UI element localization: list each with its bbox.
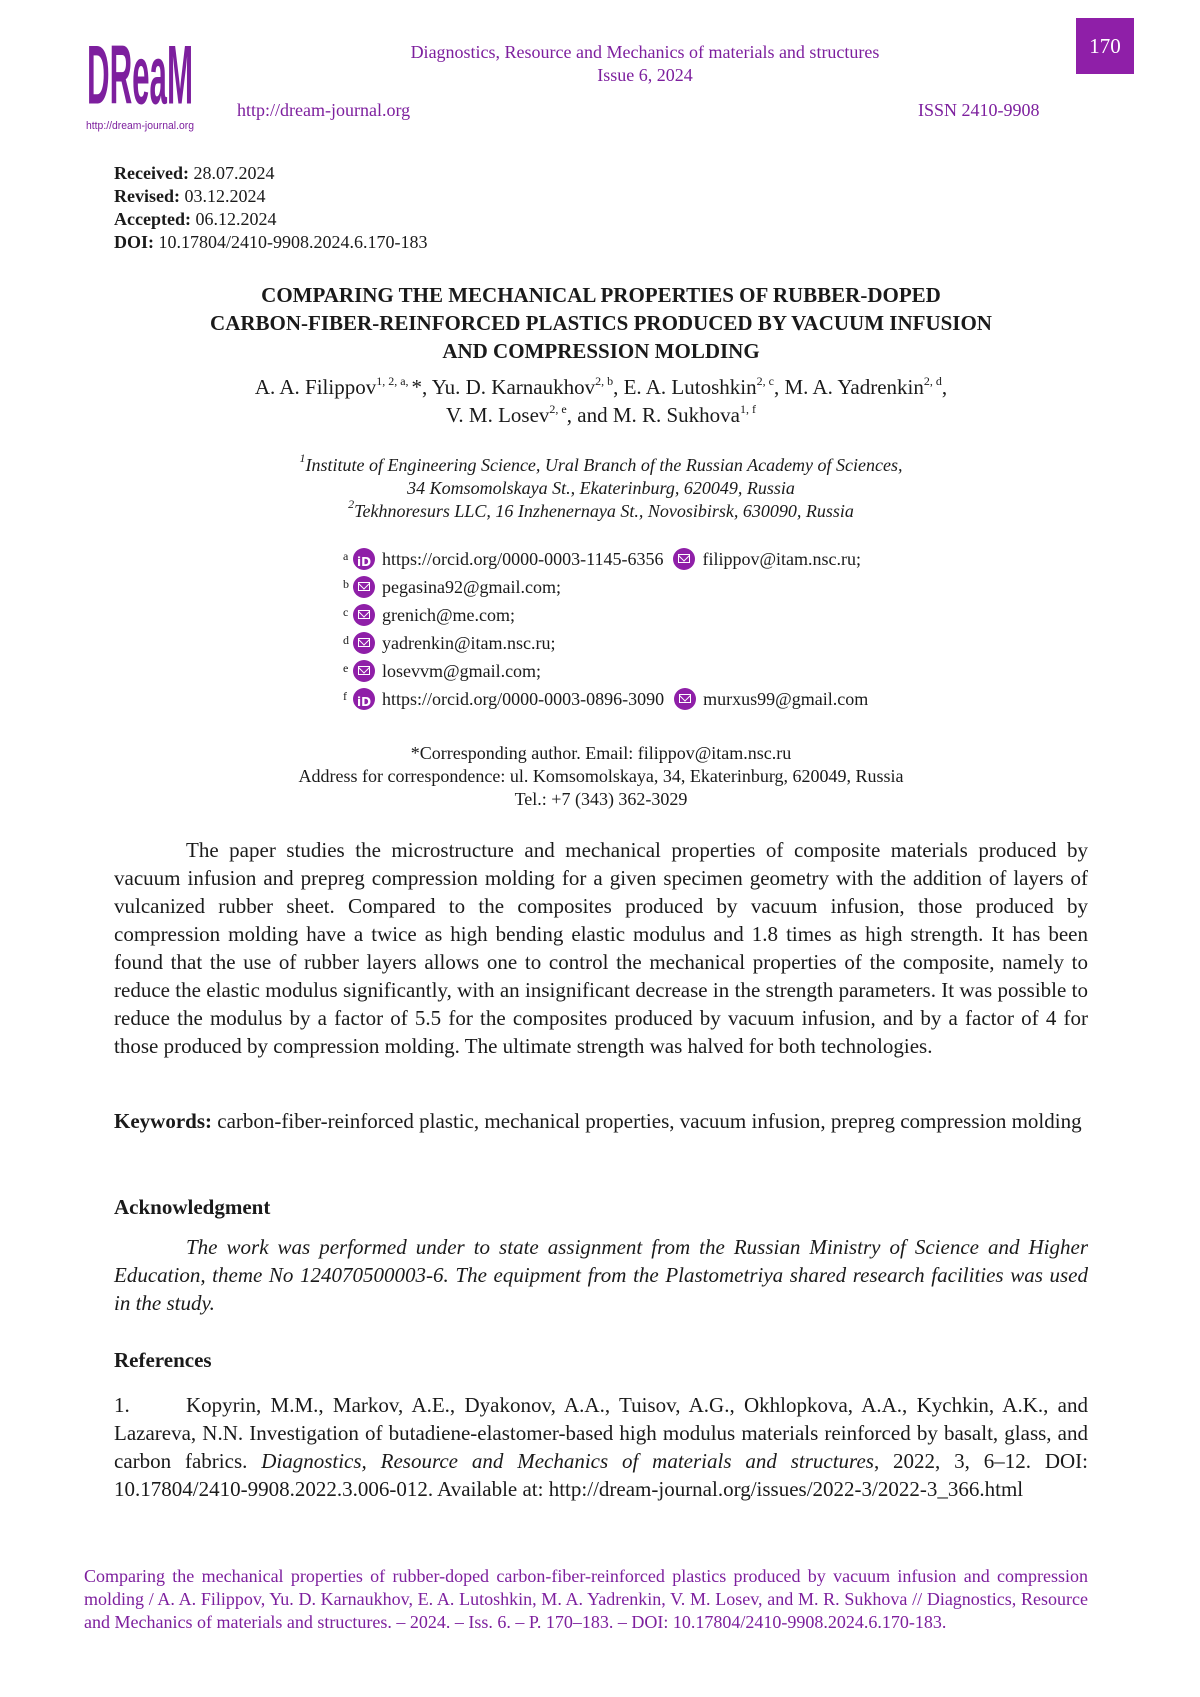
orcid-icon[interactable]: [353, 548, 375, 570]
article-dates: Received: 28.07.2024 Revised: 03.12.2024 Accepted: 06.12.2024 DOI: 10.17804/2410-9908.2024.6.170-183: [114, 163, 428, 252]
article-title: COMPARING THE MECHANICAL PROPERTIES OF RUBBER-DOPED CARBON-FIBER-REINFORCED PLASTICS PRODUCED BY VACUUM INFUSION AND COMPRESSION MOLDING: [210, 283, 992, 363]
revised-date: 03.12.2024: [184, 186, 266, 206]
email-icon[interactable]: [353, 660, 375, 682]
citation-footer: Comparing the mechanical properties of rubber-doped carbon-fiber-reinforced plastics produced by vacuum infusion and compression molding / A. A. Filippov, Yu. D. Karnaukhov, E. A. Lutoshkin, M. A. Yadrenkin, V. M. Losev, and M. R. Sukhova // Diagnostics, Resource and Mechanics of materials and structures. – 2024. – Iss. 6. – P. 170–183. – DOI: 10.17804/2410-9908.2024.6.170-183.: [84, 1566, 1088, 1632]
journal-logo[interactable]: [84, 16, 196, 134]
email-icon[interactable]: [353, 604, 375, 626]
contact-row: f iD https://orcid.org/0000-0003-0896-3090 murxus99@gmail.com: [343, 688, 868, 710]
references-heading: References: [114, 1348, 212, 1372]
email-icon[interactable]: [673, 548, 695, 570]
email-icon[interactable]: [353, 632, 375, 654]
logo-text: DReaM: [86, 27, 193, 122]
journal-name: Diagnostics, Resource and Mechanics of materials and structures: [410, 42, 880, 62]
email-link[interactable]: grenich@me.com;: [382, 605, 516, 625]
page-number-badge: 170: [1076, 18, 1134, 74]
reference-item: 1. Kopyrin, M.M., Markov, A.E., Dyakonov, A.A., Tuisov, A.G., Okhlopkova, A.A., Kychkin, A.K., and Lazareva, N.N. Investigation of butadiene-elastomer-based high modulus materials reinforced by basalt, glass, and carbon fabrics. Diagnostics, Resource and Mechanics of materials and structures, 2022, 3, 6–12. DOI: 10.17804/2410-9908.2022.3.006-012. Available at: http://dream-journal.org/issues/2022-3/2022-3_366.html: [114, 1393, 1088, 1501]
logo-url: http://dream-journal.org: [86, 120, 194, 132]
contact-row: c grenich@me.com;: [343, 605, 516, 625]
email-link[interactable]: losevvm@gmail.com;: [382, 661, 542, 681]
keywords: Keywords: carbon-fiber-reinforced plastic, mechanical properties, vacuum infusion, prepreg compression molding: [114, 1109, 1082, 1133]
email-link[interactable]: yadrenkin@itam.nsc.ru;: [382, 633, 556, 653]
author: Yu. D. Karnaukhov: [431, 375, 596, 399]
acknowledgment-heading: Acknowledgment: [114, 1195, 271, 1219]
author: E. A. Lutoshkin: [623, 375, 757, 399]
author: M. R. Sukhova: [612, 403, 741, 427]
journal-title: [330, 41, 960, 87]
email-link[interactable]: pegasina92@gmail.com;: [382, 577, 562, 597]
accepted-date: 06.12.2024: [195, 209, 277, 229]
correspondence-phone: Tel.: +7 (343) 362-3029: [514, 789, 688, 809]
correspondence: [114, 742, 1088, 811]
received-date: 28.07.2024: [193, 163, 275, 183]
reference-journal: Diagnostics, Resource and Mechanics of materials and structures: [261, 1449, 874, 1473]
email-icon[interactable]: [674, 688, 696, 710]
email-link[interactable]: murxus99@gmail.com: [703, 689, 869, 709]
corresponding-author: *Corresponding author. Email: filippov@itam.nsc.ru: [410, 743, 792, 763]
contact-row: d yadrenkin@itam.nsc.ru;: [343, 633, 556, 653]
contact-row: a iD https://orcid.org/0000-0003-1145-6356 filippov@itam.nsc.ru;: [343, 548, 861, 570]
email-link[interactable]: filippov@itam.nsc.ru;: [702, 549, 862, 569]
acknowledgment-text: The work was performed under to state assignment from the Russian Ministry of Science and Higher Education, theme No 124070500003-6. The equipment from the Plastometriya shared research facilities was used in the study.: [114, 1235, 1088, 1315]
orcid-icon[interactable]: [353, 688, 375, 710]
author: V. M. Losev: [445, 403, 550, 427]
dream-logo-icon: [84, 16, 196, 134]
abstract: The paper studies the microstructure and mechanical properties of composite materials produced by vacuum infusion and prepreg compression molding for a given specimen geometry with the addition of layers of vulcanized rubber sheet. Compared to the composites produced by vacuum infusion, those produced by compression molding have a twice as high bending elastic modulus and 1.8 times as high strength. It has been found that the use of rubber layers allows one to control the mechanical properties of the composite, namely to reduce the elastic modulus significantly, with an insignificant decrease in the strength parameters. It was possible to reduce the modulus by a factor of 5.5 for the composites produced by vacuum infusion, and by a factor of 4 for those produced by compression molding. The ultimate strength was halved for both technologies.: [114, 838, 1088, 1058]
orcid-link[interactable]: https://orcid.org/0000-0003-1145-6356: [382, 549, 664, 569]
orcid-link[interactable]: https://orcid.org/0000-0003-0896-3090: [382, 689, 665, 709]
contact-row: b pegasina92@gmail.com;: [343, 577, 562, 597]
contact-row: e losevvm@gmail.com;: [343, 661, 542, 681]
affiliations: $^1$Institute of Engineering Science, Ural Branch of the Russian Academy of Sciences, 34 Komsomolskaya St., Ekaterinburg, 620049, Russia $^2$Tekhnoresurs LLC, 16 Inzhenernaya St., Novosibirsk, 630090, Russia: [299, 451, 903, 521]
doi: 10.17804/2410-9908.2024.6.170-183: [158, 232, 428, 252]
issn: ISSN 2410-9908: [918, 100, 1040, 120]
author-list: A. A. Filippov$^{1, 2, a,}$ *, Yu. D. Karnaukhov$^{2, b}$, E. A. Lutoshkin$^{2, c}$, M. A. Yadrenkin$^{2, d}$, V. M. Losev$^{2, e}$, and M. R. Sukhova$^{1, f}$: [254, 374, 948, 427]
site-url-link[interactable]: http://dream-journal.org: [237, 100, 411, 120]
journal-issue: Issue 6, 2024: [597, 65, 693, 85]
email-icon[interactable]: [353, 576, 375, 598]
correspondence-address: Address for correspondence: ul. Komsomolskaya, 34, Ekaterinburg, 620049, Russia: [298, 766, 904, 786]
author: A. A. Filippov: [254, 375, 377, 399]
author: M. A. Yadrenkin: [784, 375, 924, 399]
